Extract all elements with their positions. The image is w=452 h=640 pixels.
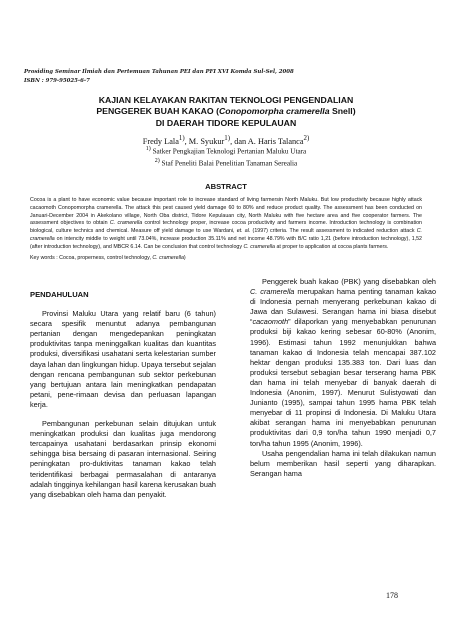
keywords <box>30 255 422 263</box>
abstract-species-2: C. cramerella <box>30 228 422 242</box>
abstract-species-1: C. cramerella <box>109 220 143 227</box>
author-1: Fredy Lala <box>142 136 179 146</box>
intro-paragraph-1: Provinsi Maluku Utara yang relatif baru (6 tahun) secara spesifik menuntut adanya pembangunan pertanian dengan mengedepankan peningkatan produktivitas tanpa meninggalkan kualitas dan kuantitas produksi, diversifikasi usahatani serta kelestarian sumber daya lahan dan lingkungan hidup. Upaya tersebut sejalan dengan rencana pembangunan sub sektor perkebunan yang bertujuan antara lain meningkatkan pendapatan petani, pene-rimaan devisa dan perluasan lapangan kerja. <box>30 309 216 409</box>
affiliations <box>30 145 422 169</box>
para3-text-a: Penggerek buah kakao (PBK) yang disebabkan oleh <box>262 277 436 286</box>
isbn: ISBN : 979-95025-6-7 <box>24 78 90 84</box>
author-2-affil-mark: 1) <box>224 135 231 142</box>
abstract-etal: et. al. <box>236 228 251 234</box>
keywords-species: C. cramerella <box>152 255 184 261</box>
para3-species: C. cramerella <box>250 287 295 297</box>
title-species: Conopomorpha cramerella <box>218 106 330 117</box>
proceedings-header <box>24 68 424 86</box>
affiliation-2 <box>30 157 422 169</box>
title-line-2 <box>30 106 422 117</box>
abstract-text-1: Cocoa is a plant to have economic value because important role to increase standard of living farmersin North Maluku. But low productivity because highly attack cacaomoth Conopomorpha cramerella. The attack this pest caused yield damage 60 to 80% and reduce product quality. The assessment has been conducted on Januari-December 2004 in Akekolano village, North Oba district, Tidore Kepulauan city, North Maluku with five hectare area and five cooperator farmers. The assessment objectives to obtain <box>30 197 422 227</box>
author-3: , dan A. Haris Talanca <box>230 136 304 146</box>
abstract-text-3: (1997) criteria. The result assessment to indicated reduction attack <box>250 228 417 234</box>
abstract-heading: ABSTRACT <box>205 182 247 191</box>
affiliation-1-mark: 1) <box>145 146 151 152</box>
abstract-text-4: on intencity middle to weight until 73.04%, increase production 35.11% and net income 48.79% with B/C ratio 1,21 (before introduction technology), 1,52 (after introduction technology), and MBCR 6.14. Can be conclusion that control technology <box>30 235 422 250</box>
author-3-affil-mark: 2) <box>303 135 310 142</box>
title-line-1: KAJIAN KELAYAKAN RAKITAN TEKNOLOGI PENGENDALIAN <box>98 95 354 105</box>
abstract-body <box>30 197 422 251</box>
title-line-3: DI DAERAH TIDORE KEPULAUAN <box>155 117 297 128</box>
keywords-label: Key words : Cocoa, properness, control technology, <box>30 255 153 261</box>
intro-paragraph-3 <box>250 277 436 449</box>
author-1-affil-mark: 1) <box>178 135 185 142</box>
affiliation-1 <box>30 145 422 157</box>
paper-title <box>30 95 422 129</box>
para3-text-c: ” dilaporkan yang menyebabkan penurunan produksi biji kakao kering sebesar 60-80% (Anonim, 1996). Estimasi tahun 1992 menunjukkan bahwa tanaman kakao di Indonesia telah mencapai 387.102 hektar dengan produksi 135.383 ton. Dari luas dan produksi tersebut sebagian besar terserang hama PBK dan hama ini telah menyebar di banyak daerah di Indonesia (Anonim, 1997). Menurut Sulistyowati dan Junianto (1995), sampai tahun 1995 hama PBK telah menyebar di 11 propinsi di Indonesia. Di Maluku Utara akibat serangan hama ini menyebabkan penurunan produktivitas dari 0,9 ton/ha tahun 1990 menjadi 0,7 ton/ha tahun 1995 (Anonim, 1996). <box>250 317 436 448</box>
abstract-species-3: C. cramerella <box>243 243 275 250</box>
intro-paragraph-2: Pembangunan perkebunan selain ditujukan untuk meningkatkan produksi dan kualitas juga mendorong tercapainya usahatani berdasarkan prinsip ekonomi sehingga bisa bersaing di pasaran internasional. Seiring peningkatan pro-duktivitas tanaman kakao telah teridentifikasi berbagai permasalahan di antaranya adalah tingginya kehilangan hasil karena kerusakan buah yang disebabkan oleh hama dan penyakit. <box>30 419 216 499</box>
affiliation-2-text: Staf Peneliti Balai Penelitian Tanaman Serealia <box>159 159 298 168</box>
para3-text-b: merupakan hama penting tanaman kakao di Indonesia pernah menyerang perkebunan kakao di Jawa dan Sulawesi. Serangan hama ini biasa disebut “ <box>250 287 436 327</box>
keywords-end: ) <box>183 255 186 261</box>
page-number: 178 <box>386 591 398 600</box>
affiliation-1-text: Satker Pengkajian Teknologi Pertanian Maluku Utara <box>150 147 307 156</box>
right-column <box>250 277 436 479</box>
intro-paragraph-4: Usaha pengendalian hama ini telah dilakukan namun belum memberikan hasil seperti yang diharapkan. Serangan hama <box>250 448 436 478</box>
title-line-2-prefix: PENGGEREK BUAH KAKAO ( <box>96 106 219 117</box>
proceedings-title: Prosiding Seminar Ilmiah dan Pertemuan Tahunan PEI dan PFI XVI Komda Sul-Sel, 2008 <box>24 69 294 75</box>
title-line-2-suffix: Snell) <box>329 106 356 117</box>
author-2: , M. Syukur <box>184 136 225 146</box>
abstract-text-2: control technology proper, increase cocoa productivity and farmers income. Introduction technology is combination biological, culture technics and chemical. Measure off yield damage to use Wardani, <box>30 220 423 234</box>
affiliation-2-mark: 2) <box>154 157 160 164</box>
section-heading-pendahuluan: PENDAHULUAN <box>30 290 89 299</box>
left-column <box>30 290 216 500</box>
abstract-text-5: at proper to application at cocoa plants farmers. <box>274 243 389 250</box>
abstract-paragraph <box>30 197 422 251</box>
para3-cacaomoth: cacaomoth <box>252 317 289 327</box>
